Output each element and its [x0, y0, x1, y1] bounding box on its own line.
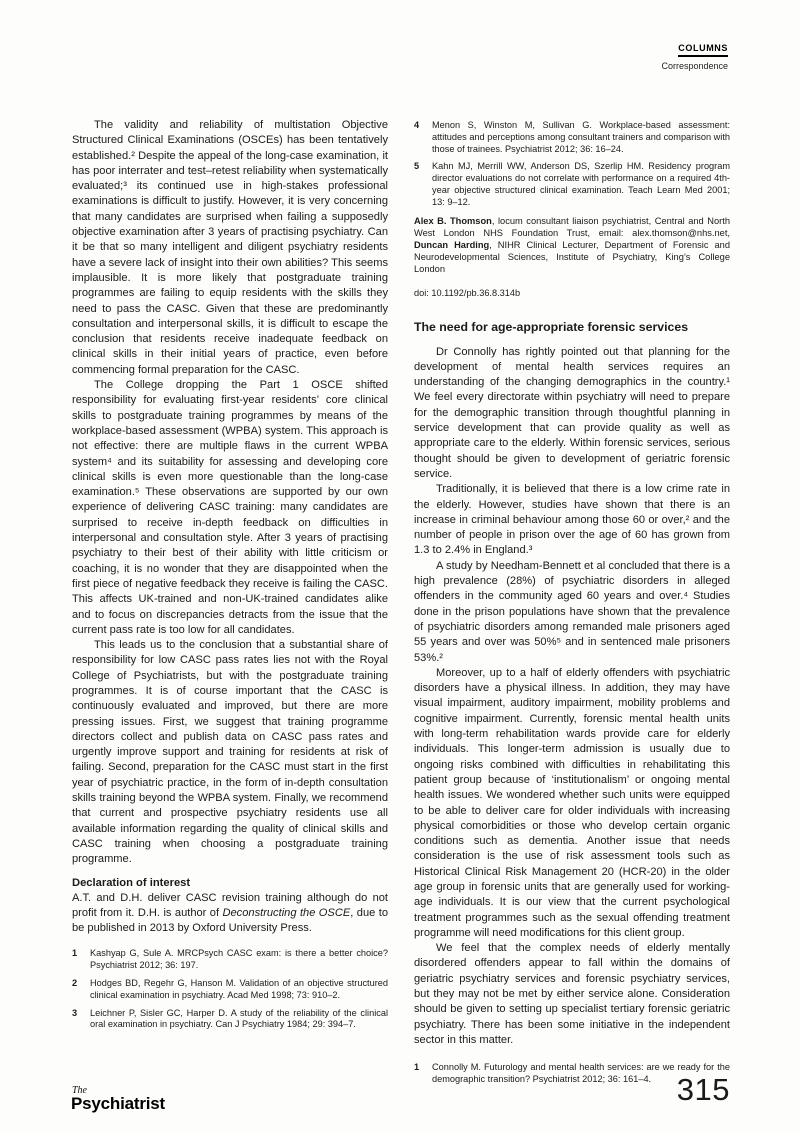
doi-text: doi: 10.1192/pb.36.8.314b — [414, 287, 521, 298]
column-right — [414, 118, 730, 1092]
column-left — [72, 118, 388, 1092]
paragraph: The College dropping the Part 1 OSCE shifted responsibility for evaluating first-year residents’ core clinical skills to postgraduate training programmes by means of the workplace-based assessment (WPBA) system. This approach is not effective: there are multiple flaws in the current WPBA system⁴ and its suitability for assessing and developing core clinical skills is even more questionable than the long-case examination.⁵ These observations are supported by our own experience of delivering CASC training: many candidates are surprised to receive in-depth feedback on difficulties in interpersonal and consultation style. After 3 years of practising psychiatry to their best of their ability with little criticism or coaching, it is no wonder that they are disappointed when the first piece of negative feedback they receive is failing the CASC. This affects UK-trained and non-UK-trained candidates alike and to focus on discrepancies detracts from the issue that the current pass rate is too low for all candidates. — [72, 379, 388, 636]
reference-item — [72, 1008, 388, 1032]
paragraph: Moreover, up to a half of elderly offenders with psychiatric disorders have a physical illness. In addition, they may have visual impairment, auditory impairment, mobility problems and cognitive impairment. Currently, forensic mental health units with long-term rehabilitation wards provide care for elderly individuals. This longer-term admission is usually due to ongoing risks combined with difficulties in rehabilitating this patient group because of ‘institutionalism’ or ongoing mental health issues. We wondered whether such units were equipped to be able to deliver care for older individuals with increasing physical comorbidities or those who develop certain organic conditions such as dementia. Another issue that needs consideration is the use of risk assessment tools such as Historical Clinical Risk Management 20 (HCR-20) in the older age group in forensic units that are generally used for working-age individuals. It is our view that the current psychological treatment programmes such as the sexual offending treatment programme will need modifications for this client group. — [414, 666, 730, 939]
reference-text: Kahn MJ, Merrill WW, Anderson DS, Szerlip HM. Residency program director evaluations do not correlate with performance on a required 4th-year objective structured clinical examination. Teach Learn Med 2001; 13: 9–12. — [432, 161, 730, 207]
reference-number: 2 — [72, 978, 78, 989]
paragraph: Traditionally, it is believed that there is a low crime rate in the elderly. However, studies have shown that there is an increase in criminal behaviour among those 60 or over,² and the number of people in prison over the age of 60 has grown from 1.3 to 2.4% in England.³ — [414, 483, 730, 557]
paragraph: A study by Needham-Bennett et al concluded that there is a high prevalence (28%) of psychiatric disorders in alleged offenders in the community aged 60 years and over.⁴ Studies done in the prison populations have shown that the prevalence of psychiatric disorders among remanded male prisoners aged 55 years and over was 50%⁵ and in sentenced male prisoners 53%.² — [414, 559, 730, 664]
page-number: 315 — [676, 1072, 730, 1107]
reference-text: Menon S, Winston M, Sullivan G. Workplace-based assessment: attitudes and perceptions among consultant trainers and comparison with those of trainees. Psychiatrist 2012; 36: 16–24. — [432, 120, 730, 154]
letter2-title: The need for age-appropriate forensic services — [414, 319, 689, 334]
reference-item — [414, 120, 730, 155]
letter1-body — [72, 118, 388, 868]
header-kicker: COLUMNS — [678, 43, 728, 57]
author-name: Duncan Harding — [414, 239, 490, 250]
reference-item — [414, 161, 730, 208]
paragraph: We feel that the complex needs of elderly mentally disordered offenders appear to fall within the domains of geriatric psychiatry services and forensic psychiatry services, but they may not be met by either service alone. Consideration should be given to setting up specialist tertiary forensic geriatric psychiatry. There has been some initiative in the independent sector in this matter. — [414, 942, 730, 1046]
journal-logo-name: Psychiatrist — [71, 1094, 165, 1113]
paragraph: This leads us to the conclusion that a substantial share of responsibility for low CASC pass rates lies not with the Royal College of Psychiatrists, but with the postgraduate training programmes. It is of course important that the CASC is continuously evaluated and improved, but there are more pressing issues. First, we suggest that training programme directors collect and publish data on CASC pass rates and urgently improve support and training for residents at risk of failing. Second, preparation for the CASC must start in the first year of psychiatric practice, in the form of in-depth consultation skills training beyond the WPBA system. Finally, we recommend that current and prospective psychiatry residents use all available information regarding the quality of clinical skills and CASC training when choosing a postgraduate training programme. — [72, 639, 388, 866]
journal-logo-the: The — [72, 1085, 87, 1096]
reference-number: 1 — [414, 1062, 420, 1073]
declaration-post: , due to be published in 2013 by Oxford University Press. — [72, 906, 388, 935]
author-affiliation: , NIHR Clinical Lecturer, Department of Forensic and Neurodevelopmental Sciences, Institute of Psychiatry, King’s College London — [414, 239, 731, 275]
reference-text: Connolly M. Futurology and mental health services: are we ready for the demographic transition? Psychiatrist 2012; 36: 161–4. — [432, 1062, 730, 1085]
page-header — [661, 38, 728, 71]
journal-logo — [71, 1086, 165, 1113]
declaration-pre: A.T. and D.H. deliver CASC revision training although do not profit from it. D.H. is author of — [72, 891, 388, 919]
letter2-body — [414, 345, 730, 1049]
reference-item — [72, 978, 388, 1002]
letter2 — [414, 320, 730, 1086]
paragraph: Dr Connolly has rightly pointed out that planning for the development of mental health services requires an understanding of the changing demographics in the country.¹ We feel every directorate within psychiatry will need to prepare for the demographic transition through thoughtful planning in service development that can provide quality as well as appropriate care to the elderly. Within forensic services, serious thought should be given to development of geriatric forensic service. — [414, 345, 730, 480]
author-name: Alex B. Thomson — [414, 215, 492, 226]
reference-item — [72, 948, 388, 972]
reference-text: Kashyap G, Sule A. MRCPsych CASC exam: is there a better choice? Psychiatrist 2012; 36: 197. — [90, 948, 388, 971]
reference-number: 5 — [414, 161, 420, 172]
signature-block — [414, 215, 730, 276]
reference-number: 4 — [414, 120, 420, 130]
header-section-label: Correspondence — [661, 61, 728, 71]
declaration-heading: Declaration of interest — [72, 876, 191, 889]
reference-text: Leichner P, Sisler GC, Harper D. A study of the reliability of the clinical oral examination in psychiatry. Can J Psychiatry 1984; 29: 394–7. — [90, 1007, 388, 1030]
references-right — [414, 120, 730, 209]
reference-number: 1 — [72, 948, 78, 959]
reference-number: 3 — [72, 1007, 78, 1018]
paragraph: The validity and reliability of multistation Objective Structured Clinical Examinations (OSCEs) has been tentatively established.² Despite the appeal of the long-case examination, it has poor interrater and test–retest reliability when systematically evaluated;³ its continued use in high-stakes professional examinations is difficult to justify. However, it is very concerning that many candidates are surprised when failing a supposedly objective examination after 3 years of practising psychiatry. Can it be that so many intelligent and diligent psychiatry residents have a severe lack of insight into their own abilities? This seems implausible. It is more likely that postgraduate training programmes are failing to equip residents with the skills they need to pass the CASC. Given that these are predominantly consultation and interpersonal skills, it is difficult to escape the conclusion that residents receive inadequate feedback on clinical skills in their initial years of practice, even before commencing formal preparation for the CASC. — [72, 119, 388, 376]
author-affiliation: , locum consultant liaison psychiatrist, Central and North West London NHS Foundation Trust, email: alex.thomson@nhs.net, — [414, 215, 730, 238]
references-left — [72, 948, 388, 1031]
reference-text: Hodges BD, Regehr G, Hanson M. Validation of an objective structured clinical examination in psychiatry. Acad Med 1998; 73: 910–2. — [90, 978, 388, 1000]
declaration-book-title: Deconstructing the OSCE — [222, 906, 351, 919]
declaration-text — [72, 891, 388, 937]
two-column-body — [72, 118, 730, 1092]
